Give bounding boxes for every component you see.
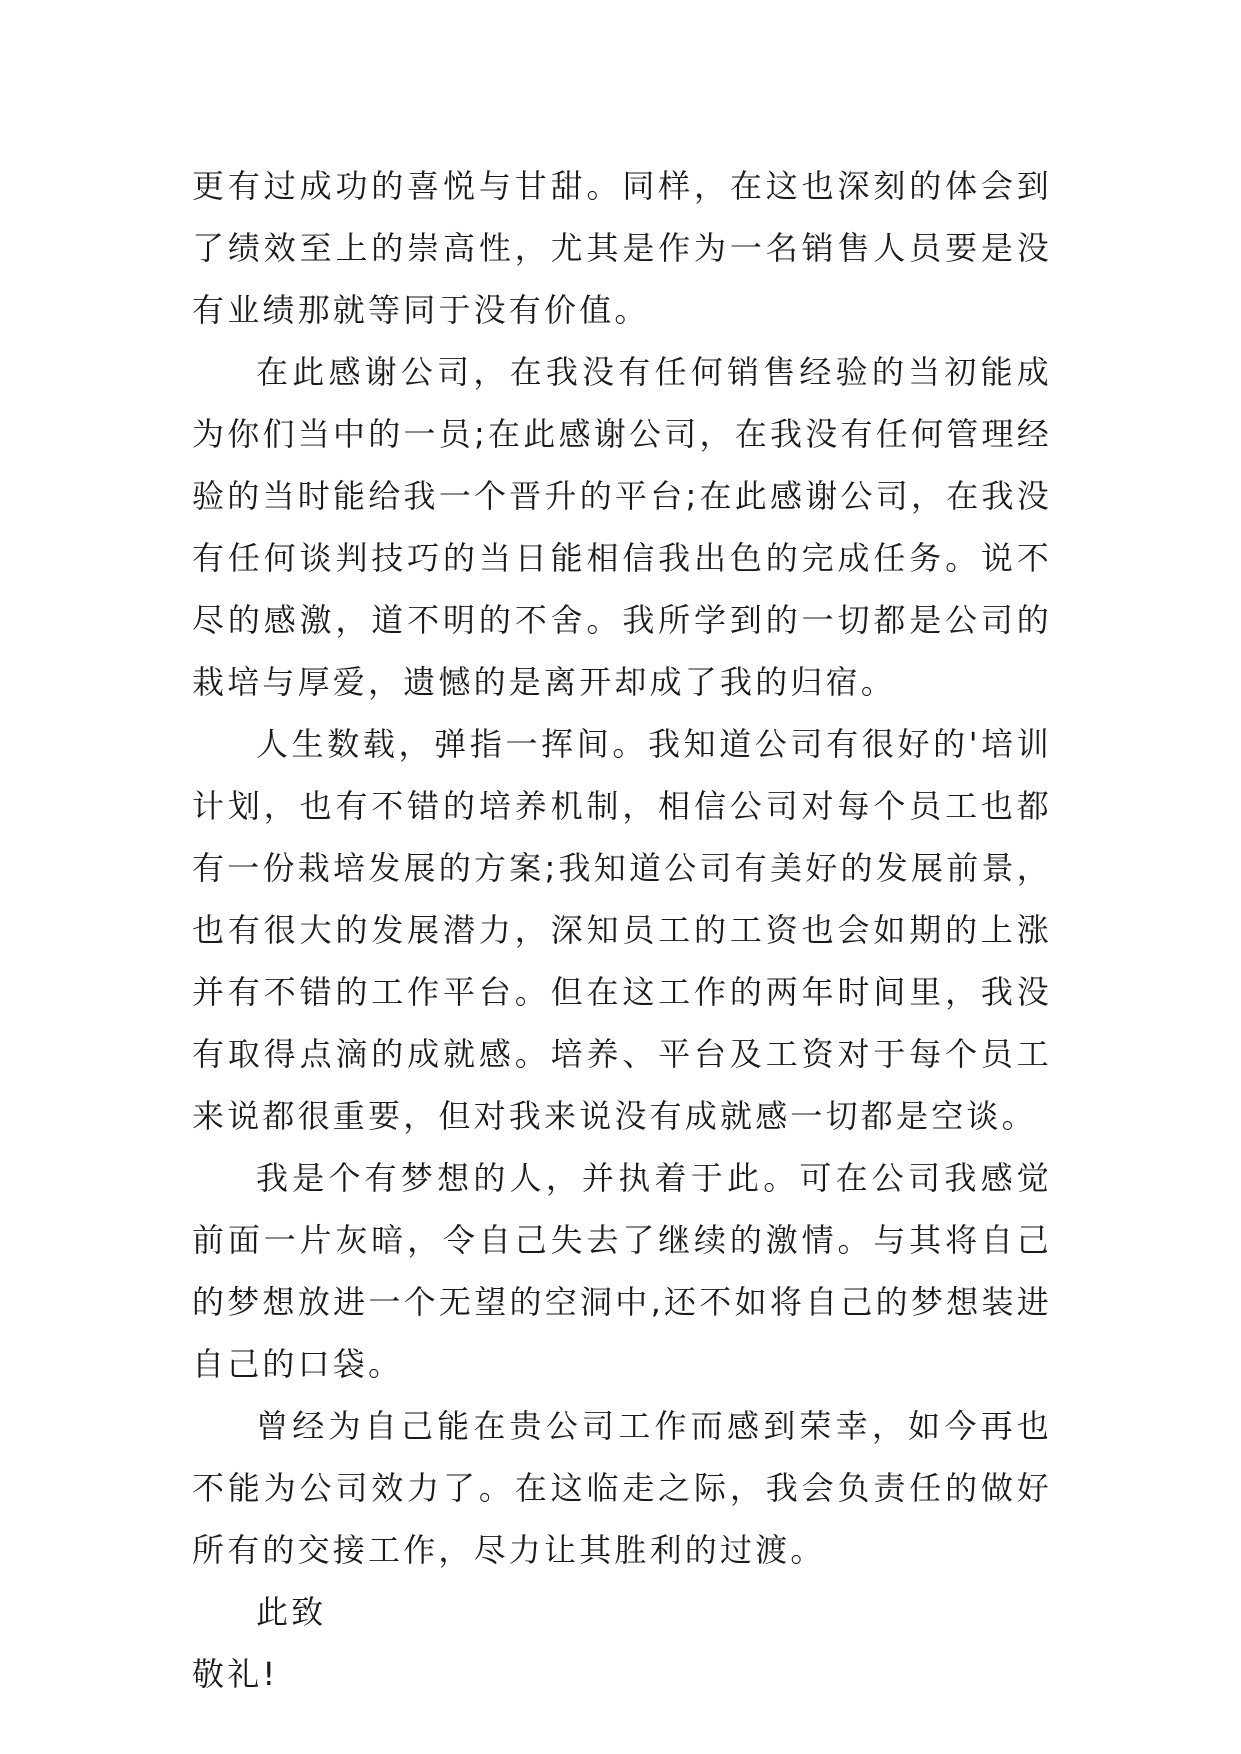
closing-regards: 敬礼! — [192, 1655, 279, 1693]
paragraph-2: 在此感谢公司，在我没有任何销售经验的当初能成为你们当中的一员;在此感谢公司，在我没有任何管理经验的当时能给我一个晋升的平台;在此感谢公司，在我没有任何谈判技巧的当日能相信我出色的完成任务。说不尽的感激，道不明的不舍。我所学到的一切都是公司的栽培与厚爱，遗憾的是离开却成了我的归宿。 — [192, 353, 1052, 701]
closing-salutation: 此致 — [256, 1593, 327, 1631]
paragraph-5: 曾经为自己能在贵公司工作而感到荣幸，如今再也不能为公司效力了。在这临走之际，我会负责任的做好所有的交接工作，尽力让其胜利的过渡。 — [192, 1407, 1052, 1569]
paragraph-1: 更有过成功的喜悦与甘甜。同样，在这也深刻的体会到了绩效至上的崇高性，尤其是作为一名销售人员要是没有业绩那就等同于没有价值。 — [192, 167, 1052, 329]
paragraph-3: 人生数载，弹指一挥间。我知道公司有很好的'培训计划，也有不错的培养机制，相信公司对每个员工也都有一份栽培发展的方案;我知道公司有美好的发展前景，也有很大的发展潜力，深知员工的工资也会如期的上涨并有不错的工作平台。但在这工作的两年时间里，我没有取得点滴的成就感。培养、平台及工资对于每个员工来说都很重要，但对我来说没有成就感一切都是空谈。 — [192, 725, 1052, 1135]
paragraph-4: 我是个有梦想的人，并执着于此。可在公司我感觉前面一片灰暗，令自己失去了继续的激情。与其将自己的梦想放进一个无望的空洞中,还不如将自己的梦想装进自己的口袋。 — [192, 1159, 1052, 1383]
document-body — [192, 155, 1052, 1705]
